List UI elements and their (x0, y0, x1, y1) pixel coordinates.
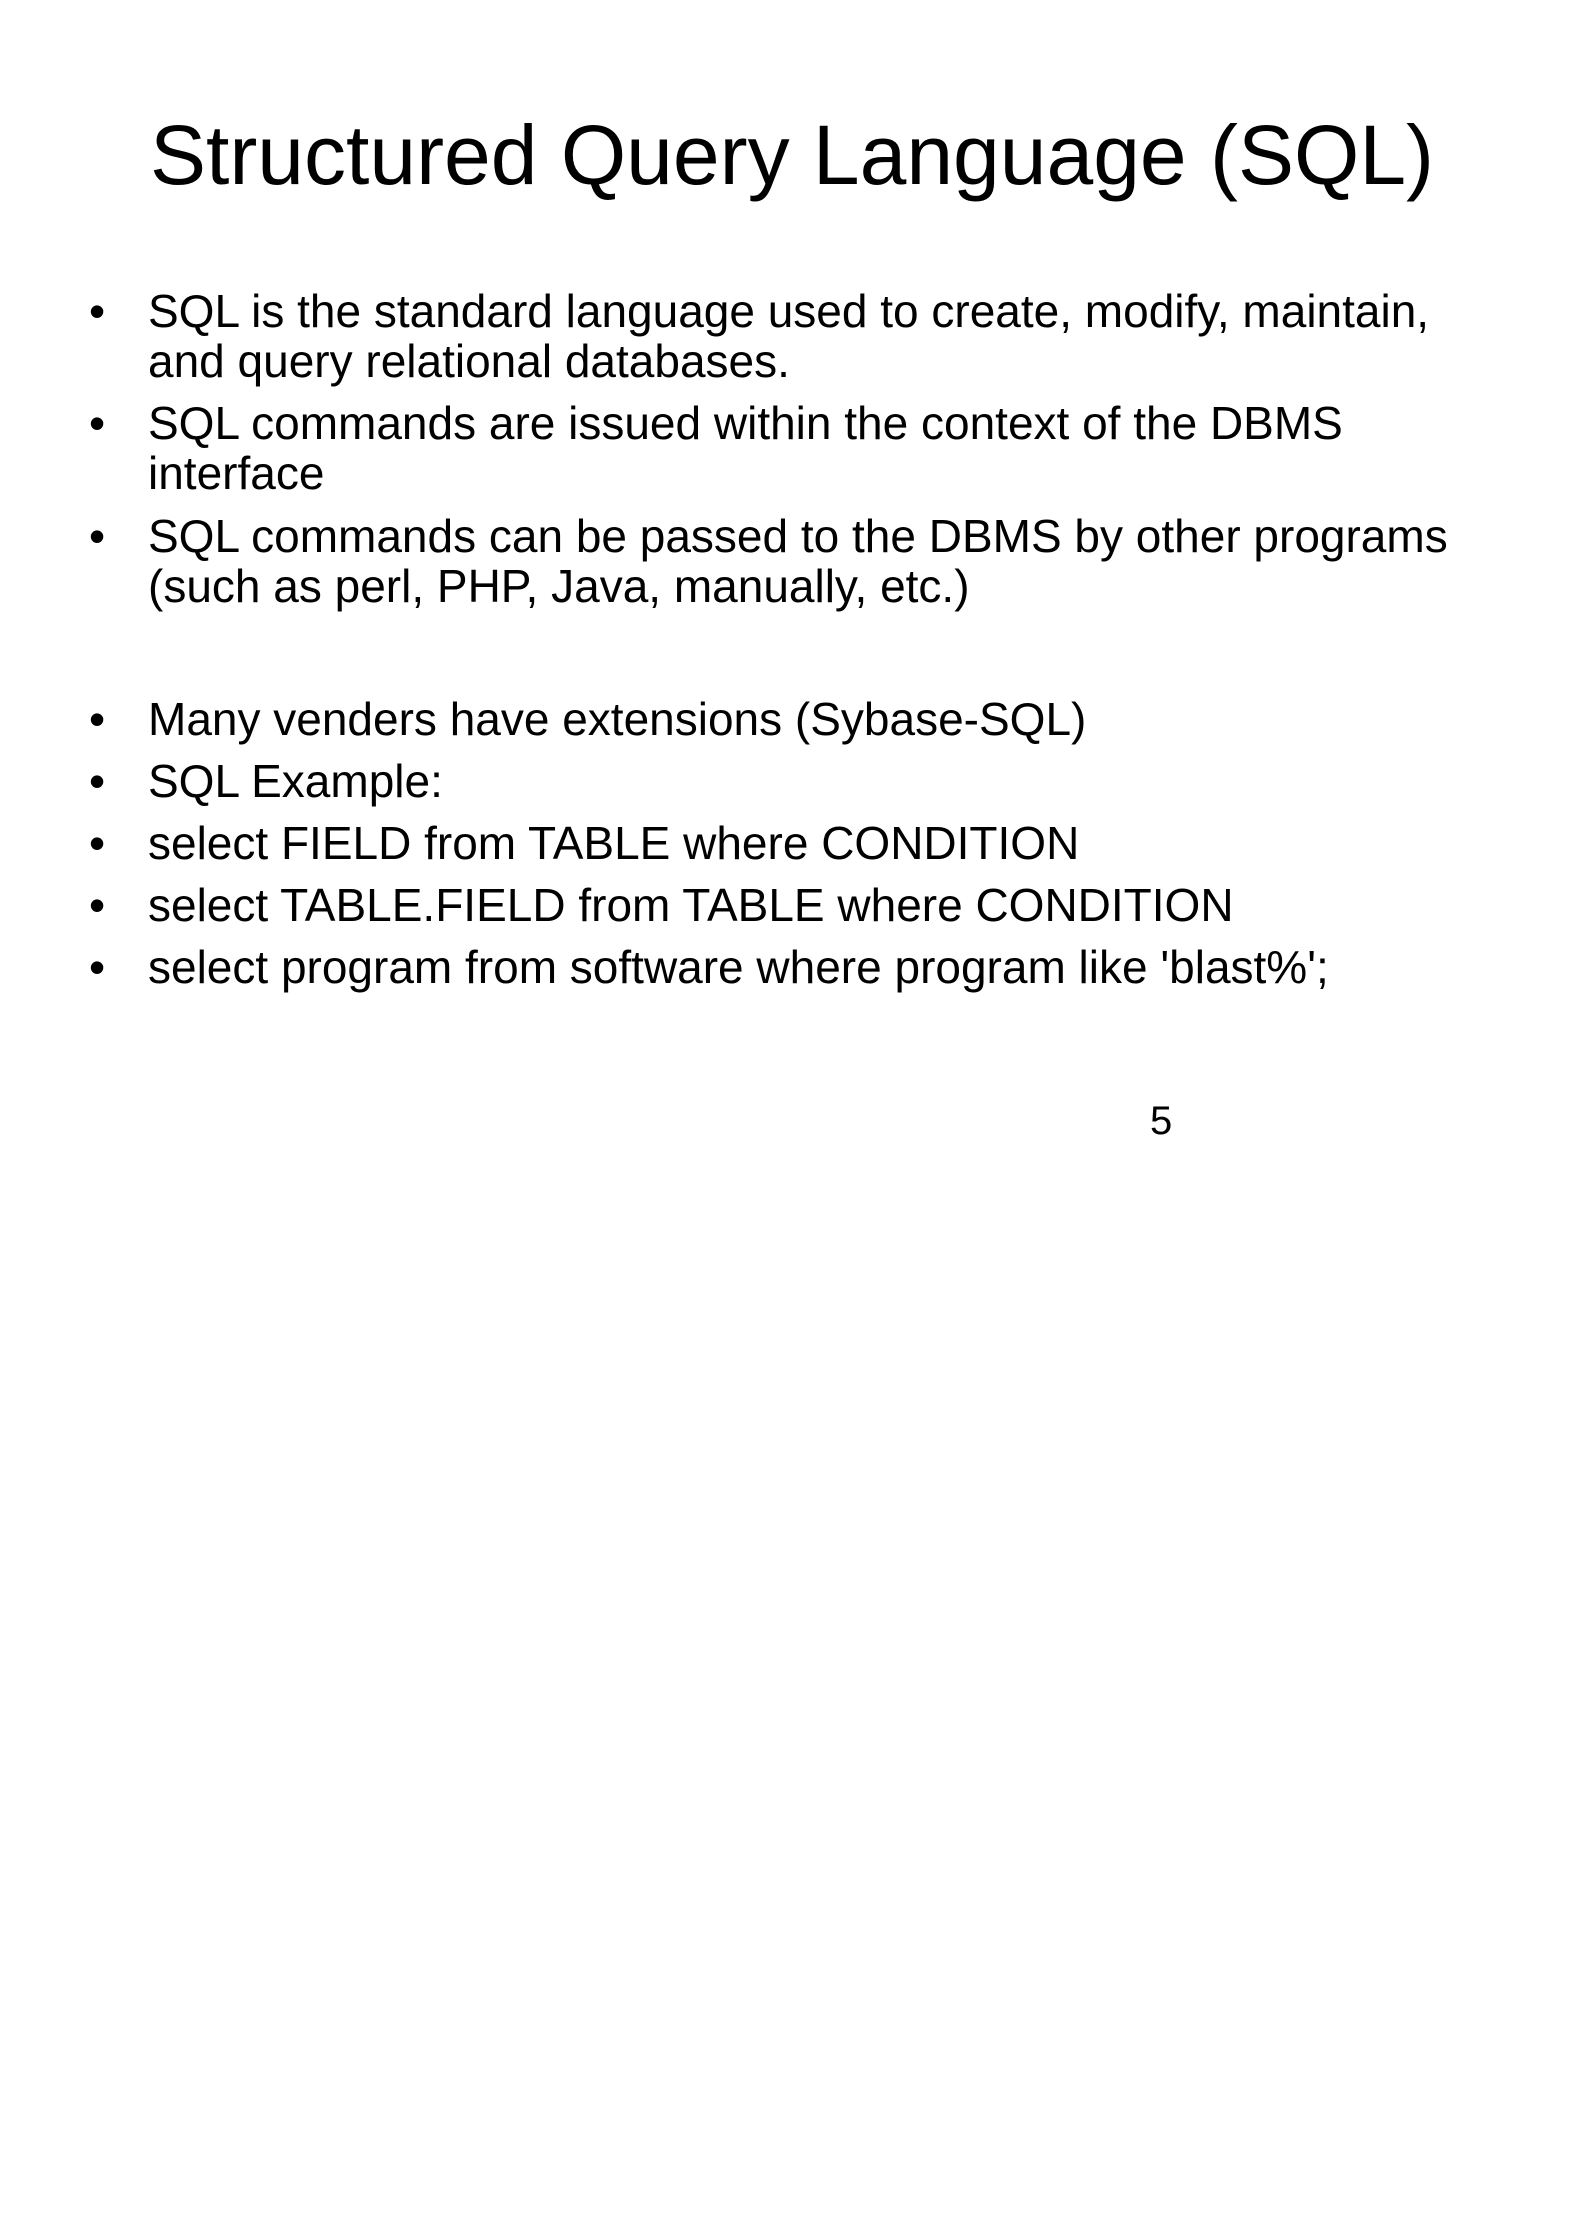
bullet-icon: • (89, 510, 106, 562)
list-item-line: Many venders have extensions (Sybase-SQL) (148, 693, 1087, 745)
slide-title: Structured Query Language (SQL) (149, 108, 1435, 202)
list-item-line: select program from software where program like 'blast%'; (148, 941, 1329, 993)
bullet-icon: • (89, 755, 106, 807)
list-item-line: SQL Example: (148, 755, 443, 807)
page-number: 5 (1150, 1099, 1173, 1143)
bullet-icon: • (89, 817, 106, 869)
list-item-line: (such as perl, PHP, Java, manually, etc.) (148, 560, 970, 612)
bullet-icon: • (89, 693, 106, 745)
bullet-icon: • (89, 397, 106, 449)
list-item-line: and query relational databases. (148, 335, 790, 387)
bullet-icon: • (89, 941, 106, 993)
list-item-line: select TABLE.FIELD from TABLE where CONDITION (148, 879, 1234, 931)
list-item-line: interface (148, 447, 325, 499)
list-item-line: SQL commands can be passed to the DBMS by other programs (148, 510, 1448, 562)
list-item-line: SQL commands are issued within the context of the DBMS (148, 397, 1343, 449)
bullet-icon: • (89, 285, 106, 337)
bullet-icon: • (89, 879, 106, 931)
list-item-line: select FIELD from TABLE where CONDITION (148, 817, 1080, 869)
list-item-line: SQL is the standard language used to create, modify, maintain, (148, 285, 1430, 337)
